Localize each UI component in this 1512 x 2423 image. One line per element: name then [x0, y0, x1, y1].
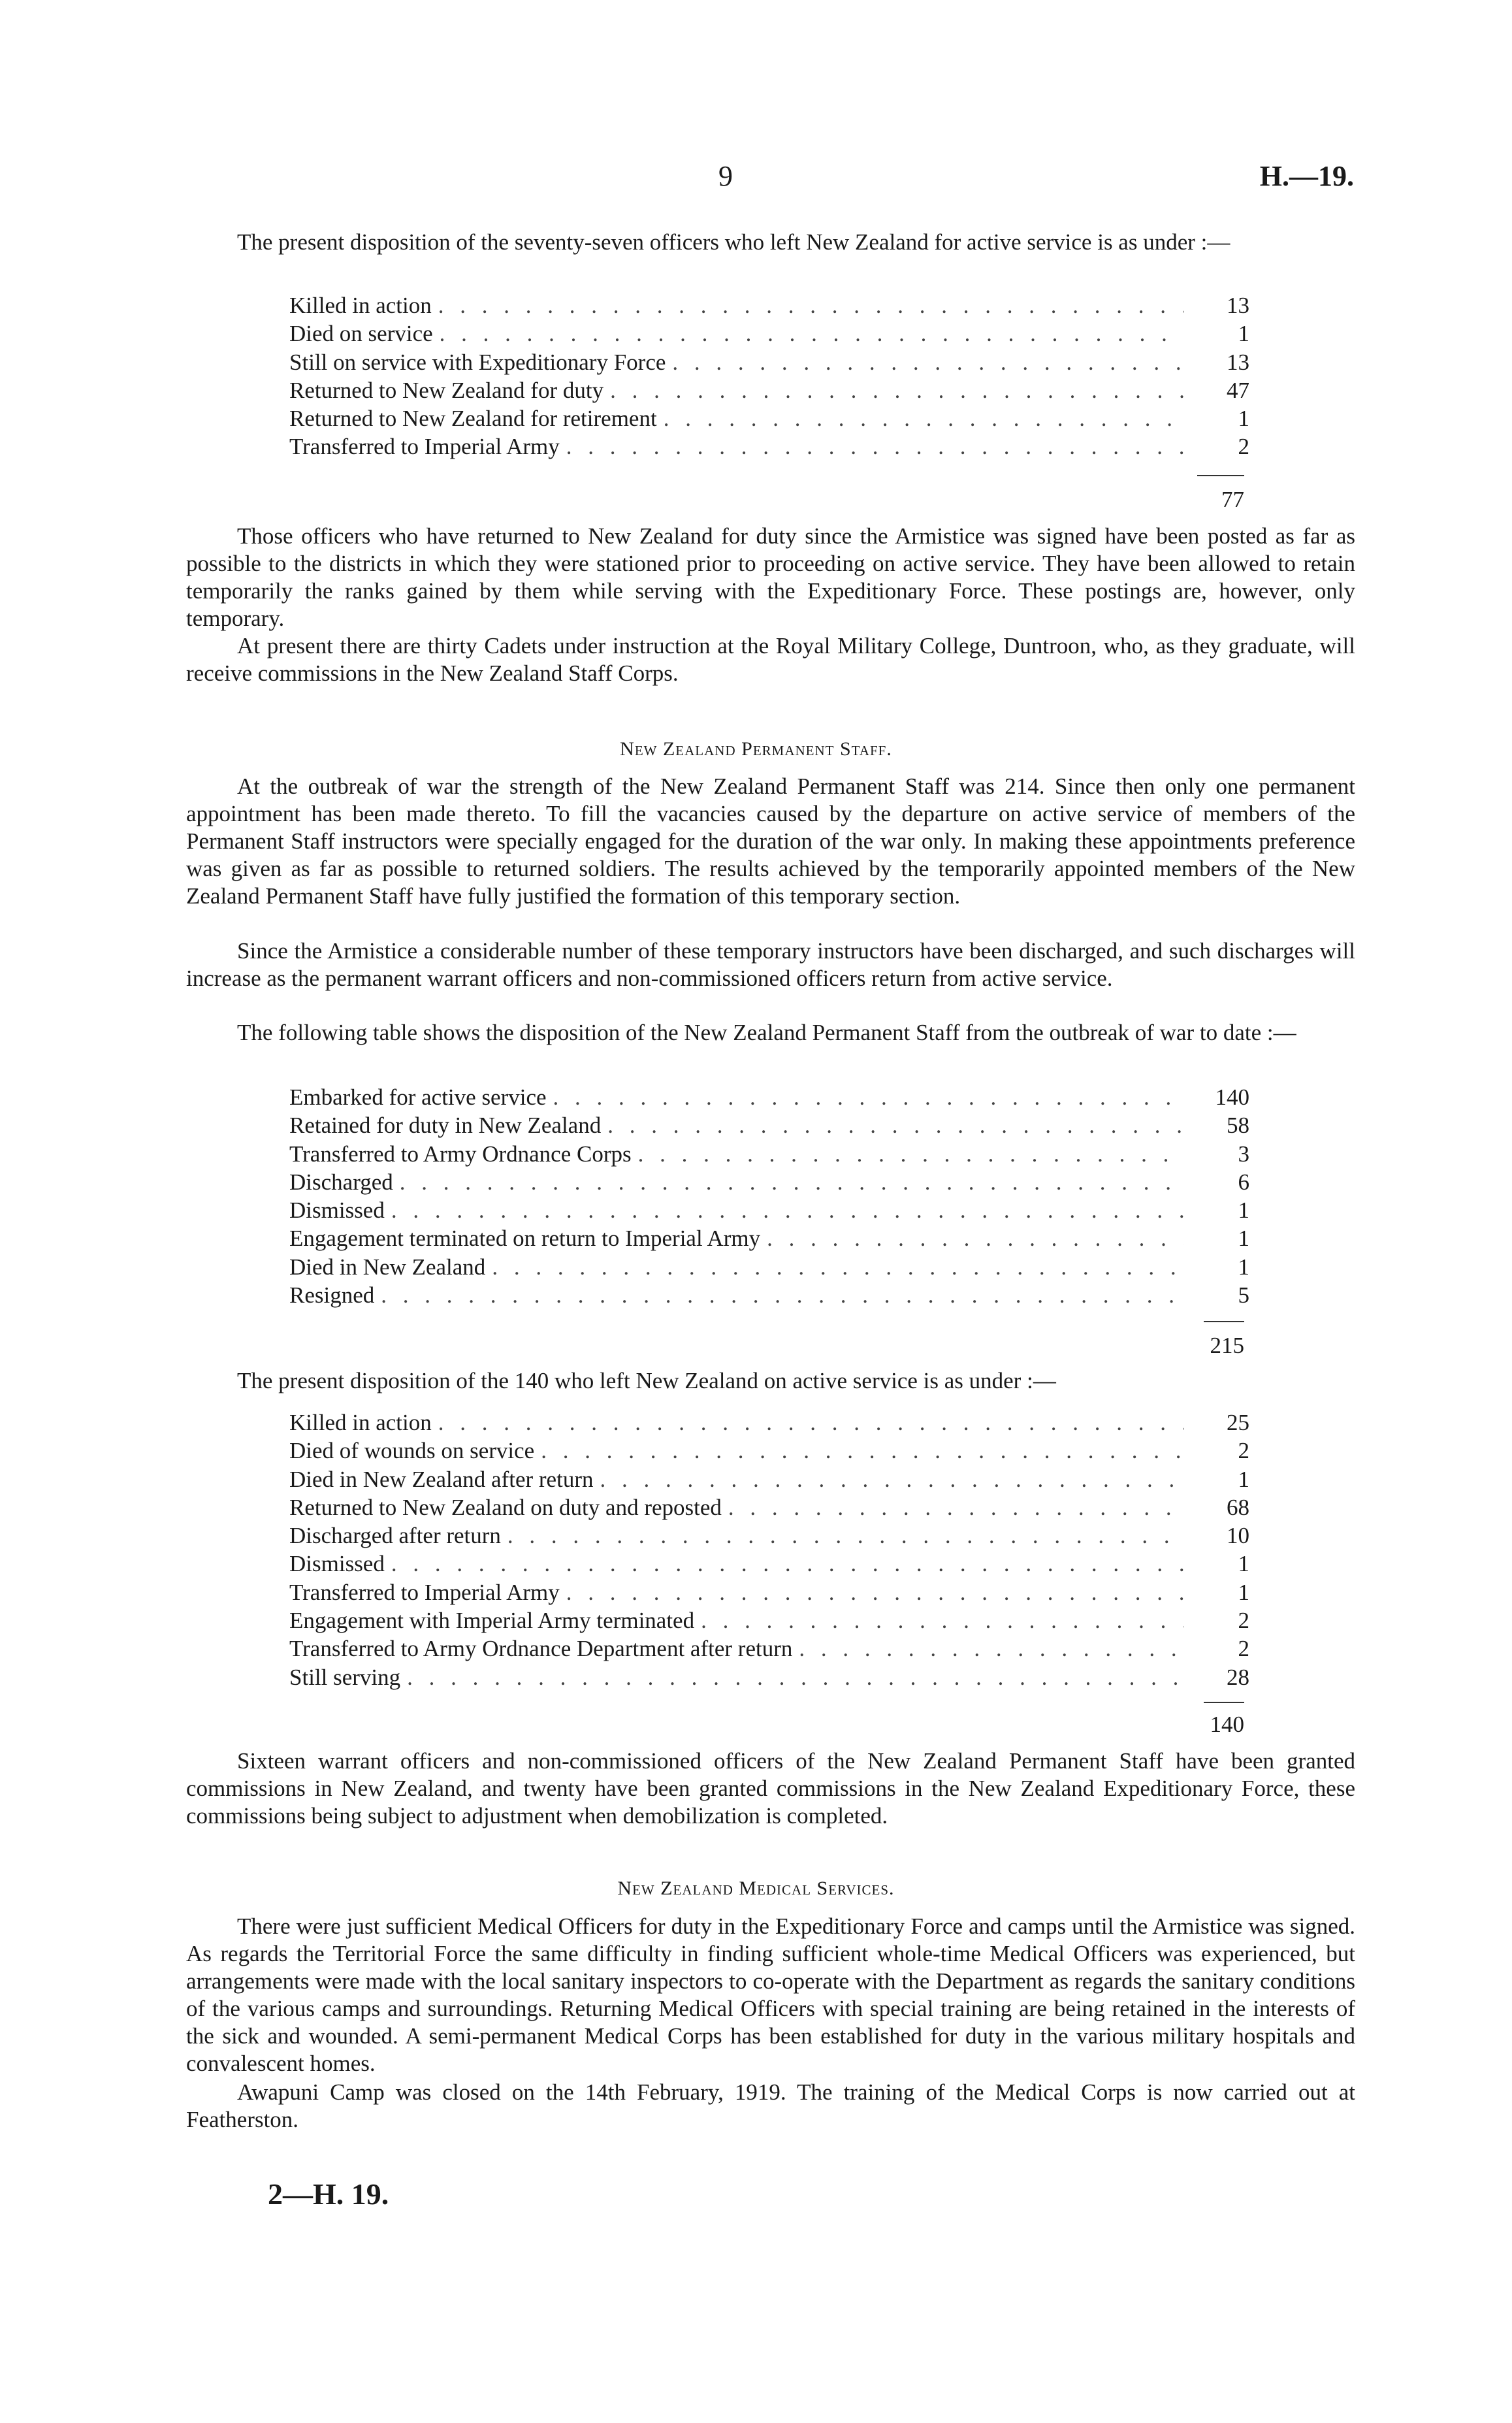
table-row [289, 293, 1249, 321]
row-label: Killed in action [289, 1410, 432, 1435]
disposition-total: 140 [1210, 1712, 1244, 1737]
table-row [289, 1665, 1249, 1693]
total-rule [1204, 1702, 1244, 1703]
leader-dots [440, 321, 1184, 347]
row-label: Dismissed [289, 1551, 385, 1577]
table-row [289, 406, 1249, 434]
row-label: Died on service [289, 321, 433, 347]
table-row [289, 1197, 1249, 1226]
row-value: 140 [1215, 1084, 1249, 1110]
row-label: Died in New Zealand after return [289, 1466, 594, 1492]
table-row [289, 1169, 1249, 1197]
permanent-staff-table [289, 1084, 1249, 1310]
row-value: 5 [1238, 1282, 1249, 1309]
row-value: 1 [1238, 1226, 1249, 1252]
leader-dots [767, 1226, 1184, 1252]
table-row [289, 1467, 1249, 1495]
leader-dots [799, 1636, 1184, 1662]
section-heading-permanent-staff: New Zealand Permanent Staff. [620, 738, 892, 760]
row-label: Discharged after return [289, 1523, 501, 1549]
perm-staff-paragraph-5: Sixteen warrant officers and non-commissioned officers of the New Zealand Permanent Staff have been granted commissions in New Zealand, and twenty have been granted commissions in the New Zealand Expeditionary Force, these commissions being subject to adjustment when demobilization is completed. [186, 1748, 1355, 1829]
medical-paragraph-2: Awapuni Camp was closed on the 14th February, 1919. The training of the Medical Corps is now carried out at Featherston. [186, 2079, 1355, 2132]
table-row [289, 1282, 1249, 1310]
intro-officers-paragraph: The present disposition of the seventy-seven officers who left New Zealand for active service is as under :— [237, 229, 1231, 255]
row-value: 1 [1238, 321, 1249, 347]
leader-dots [553, 1084, 1184, 1111]
leader-dots [664, 406, 1184, 432]
footer-reference: 2—H. 19. [268, 2177, 389, 2211]
row-value: 2 [1238, 1438, 1249, 1464]
officers-total: 77 [1221, 487, 1244, 512]
table-row [289, 378, 1249, 406]
section-heading-medical-services: New Zealand Medical Services. [617, 1878, 895, 1899]
table-row [289, 1580, 1249, 1608]
page-number: 9 [718, 160, 733, 192]
permanent-staff-total: 215 [1210, 1333, 1244, 1358]
row-value: 1 [1238, 1551, 1249, 1577]
table-row [289, 1438, 1249, 1466]
table-row [289, 1636, 1249, 1664]
row-label: Still on service with Expeditionary Force [289, 349, 666, 375]
leader-dots [391, 1197, 1184, 1224]
officers-paragraph-1: Those officers who have returned to New Zealand for duty since the Armistice was signed have been posted as far as possible to the districts in which they were stationed prior to proceeding on active service. They have been allowed to retain temporarily the ranks gained by them while serving with the Expeditionary Force. These postings are, however, only temporary. [186, 523, 1355, 631]
leader-dots [566, 1580, 1184, 1606]
total-rule [1204, 1321, 1244, 1322]
leader-dots [492, 1254, 1184, 1280]
leader-dots [407, 1665, 1184, 1691]
row-label: Transferred to Imperial Army [289, 1579, 560, 1605]
row-label: Transferred to Army Ordnance Department after return [289, 1636, 793, 1662]
row-value: 58 [1227, 1113, 1249, 1139]
table-row [289, 1141, 1249, 1169]
leader-dots [566, 434, 1184, 460]
leader-dots [600, 1467, 1184, 1493]
row-label: Returned to New Zealand for retirement [289, 406, 657, 432]
perm-staff-paragraph-2: Since the Armistice a considerable number of these temporary instructors have been discharged, and such discharges will increase as the permanent warrant officers and non-commissioned officers return from active service. [186, 938, 1355, 991]
leader-dots [438, 293, 1184, 319]
row-value: 10 [1227, 1523, 1249, 1549]
row-value: 13 [1227, 349, 1249, 375]
row-label: Killed in action [289, 293, 432, 318]
row-value: 1 [1238, 1579, 1249, 1605]
row-label: Embarked for active service [289, 1084, 547, 1110]
row-label: Transferred to Army Ordnance Corps [289, 1141, 632, 1167]
leader-dots [381, 1282, 1184, 1309]
row-label: Still serving [289, 1664, 401, 1690]
row-value: 2 [1238, 1608, 1249, 1634]
leader-dots [701, 1608, 1184, 1634]
row-value: 1 [1238, 1466, 1249, 1492]
row-value: 3 [1238, 1141, 1249, 1167]
table-row [289, 1084, 1249, 1113]
row-label: Returned to New Zealand on duty and reposted [289, 1494, 722, 1520]
row-label: Discharged [289, 1169, 393, 1195]
table-row [289, 321, 1249, 349]
row-value: 2 [1238, 434, 1249, 460]
table-row [289, 434, 1249, 462]
row-label: Retained for duty in New Zealand [289, 1113, 602, 1139]
row-value: 1 [1238, 1254, 1249, 1280]
total-rule [1197, 475, 1244, 476]
document-reference: H.—19. [1259, 160, 1354, 192]
row-label: Dismissed [289, 1197, 385, 1224]
disposition-table [289, 1410, 1249, 1693]
leader-dots [391, 1551, 1184, 1577]
row-label: Engagement with Imperial Army terminated [289, 1608, 695, 1634]
row-value: 13 [1227, 293, 1249, 318]
leader-dots [438, 1410, 1184, 1436]
officers-paragraph-2: At present there are thirty Cadets under instruction at the Royal Military College, Duntroon, who, as they graduate, will receive commissions in the New Zealand Staff Corps. [186, 633, 1355, 686]
row-label: Died of wounds on service [289, 1438, 535, 1464]
row-value: 47 [1227, 377, 1249, 403]
row-label: Resigned [289, 1282, 375, 1309]
row-value: 6 [1238, 1169, 1249, 1195]
row-label: Transferred to Imperial Army [289, 434, 560, 460]
perm-staff-paragraph-3: The following table shows the disposition of the New Zealand Permanent Staff from the outbreak of war to date :— [237, 1020, 1296, 1045]
officers-table [289, 293, 1249, 463]
row-value: 2 [1238, 1636, 1249, 1662]
leader-dots [541, 1438, 1184, 1464]
table-row [289, 1226, 1249, 1254]
row-value: 28 [1227, 1664, 1249, 1690]
leader-dots [610, 378, 1184, 404]
leader-dots [507, 1523, 1184, 1549]
leader-dots [672, 350, 1184, 376]
perm-staff-paragraph-4: The present disposition of the 140 who left New Zealand on active service is as under :— [237, 1368, 1056, 1393]
table-row [289, 1254, 1249, 1282]
row-value: 68 [1227, 1494, 1249, 1520]
table-row [289, 1410, 1249, 1438]
table-row [289, 1113, 1249, 1141]
row-label: Died in New Zealand [289, 1254, 486, 1280]
table-row [289, 1608, 1249, 1636]
row-label: Returned to New Zealand for duty [289, 377, 604, 403]
table-row [289, 1551, 1249, 1579]
leader-dots [638, 1141, 1184, 1167]
table-row [289, 350, 1249, 378]
table-row [289, 1523, 1249, 1551]
row-value: 25 [1227, 1410, 1249, 1435]
leader-dots [400, 1169, 1184, 1195]
perm-staff-paragraph-1: At the outbreak of war the strength of the New Zealand Permanent Staff was 214. Since then only one permanent appointment has been made thereto. To fill the vacancies caused by the departure on active service of members of the Permanent Staff instructors were specially engaged for the duration of the war only. In making these appointments preference was given as far as possible to returned soldiers. The results achieved by the temporarily appointed members of the New Zealand Permanent Staff have fully justified the formation of this temporary section. [186, 773, 1355, 909]
table-row [289, 1495, 1249, 1523]
row-label: Engagement terminated on return to Imperial Army [289, 1226, 761, 1252]
leader-dots [728, 1495, 1184, 1521]
leader-dots [607, 1113, 1184, 1139]
row-value: 1 [1238, 1197, 1249, 1224]
row-value: 1 [1238, 406, 1249, 432]
medical-paragraph-1: There were just sufficient Medical Officers for duty in the Expeditionary Force and camps until the Armistice was signed. As regards the Territorial Force the same difficulty in finding sufficient whole-time Medical Officers was experienced, but arrangements were made with the local sanitary inspectors to co-operate with the Department as regards the sanitary conditions of the various camps and surroundings. Returning Medical Officers with special training are being retained in the interests of the sick and wounded. A semi-permanent Medical Corps has been established for duty in the various military hospitals and convalescent homes. [186, 1913, 1355, 2076]
